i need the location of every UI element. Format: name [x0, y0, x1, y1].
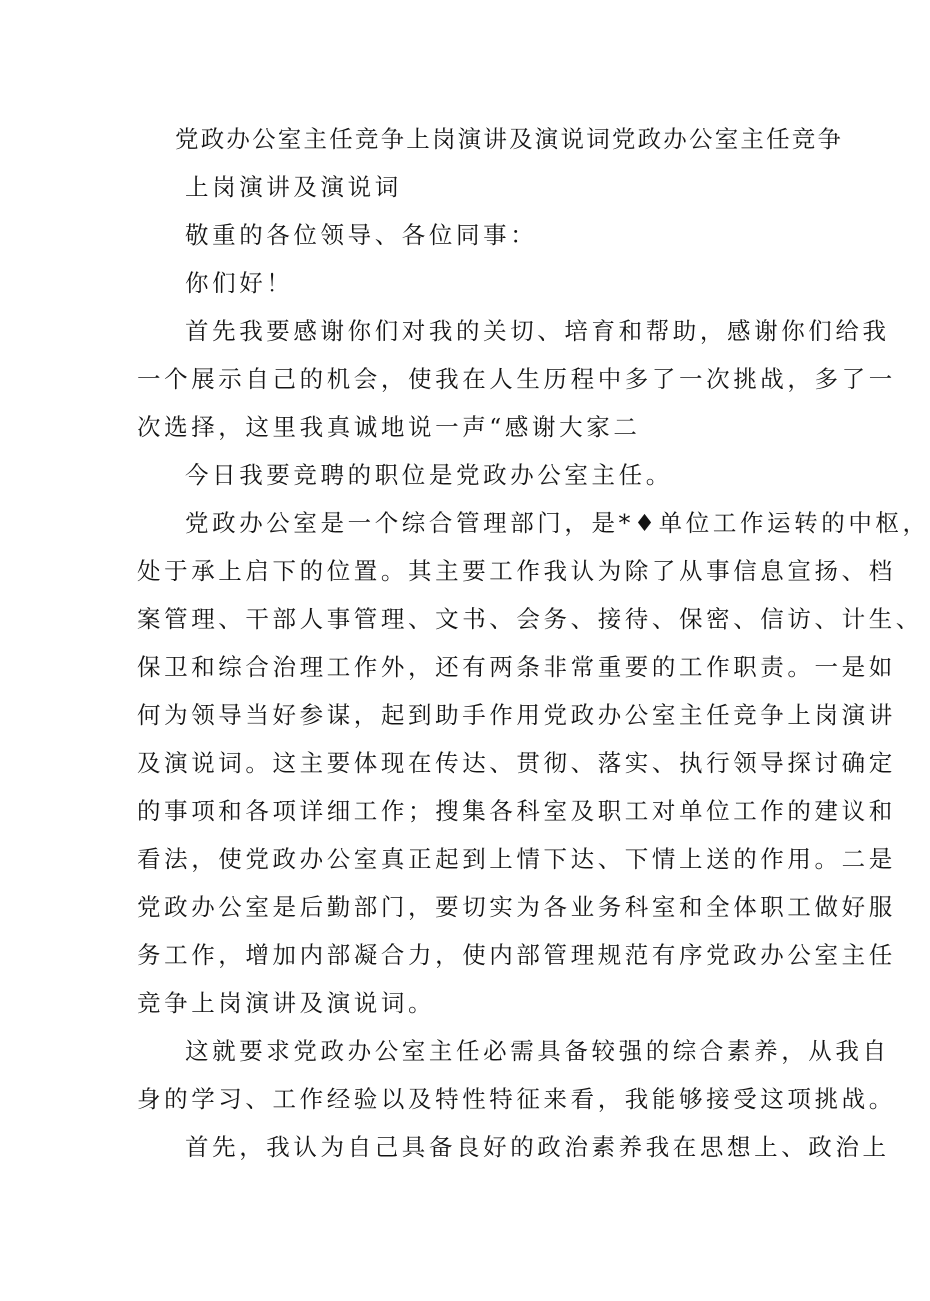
paragraph-line: 的事项和各项详细工作；搜集各科室及职工对单位工作的建议和 [137, 797, 896, 825]
paragraph-line: 首先我要感谢你们对我的关切、培育和帮助，感谢你们给我 [185, 317, 890, 345]
title-line-1: 党政办公室主任竞争上岗演讲及演说词党政办公室主任竞争 [175, 125, 844, 153]
paragraph-line: 今日我要竞聘的职位是党政办公室主任。 [185, 461, 673, 489]
paragraph-line: 何为领导当好参谋，起到助手作用党政办公室主任竞争上岗演讲 [137, 701, 896, 729]
paragraph-line: 这就要求党政办公室主任必需具备较强的综合素养，从我自 [185, 1037, 890, 1065]
document-body [137, 115, 930, 1171]
paragraph-office-duties [137, 499, 930, 1027]
paragraph-line: 保卫和综合治理工作外，还有两条非常重要的工作职责。一是如 [137, 653, 896, 681]
paragraph-line: 党政办公室是一个综合管理部门，是*♦单位工作运转的中枢， [185, 509, 930, 537]
paragraph-line: 竞争上岗演讲及演说词。 [137, 989, 436, 1017]
paragraph-political-quality [137, 1123, 890, 1171]
paragraph-line: 务工作，增加内部凝合力，使内部管理规范有序党政办公室主任 [137, 941, 896, 969]
paragraph-line: 首先，我认为自己具备良好的政治素养我在思想上、政治上 [185, 1133, 890, 1161]
paragraph-thanks [137, 307, 896, 451]
title-line-2: 上岗演讲及演说词 [185, 173, 402, 201]
paragraph-position [137, 451, 787, 499]
salutation: 敬重的各位领导、各位同事： [185, 221, 538, 249]
paragraph-qualification [137, 1027, 896, 1123]
paragraph-line: 看法，使党政办公室真正起到上情下达、下情上送的作用。二是 [137, 845, 896, 873]
greeting: 你们好！ [185, 269, 294, 297]
paragraph-line: 次选择，这里我真诚地说一声“感谢大家二 [137, 413, 641, 441]
paragraph-line: 及演说词。这主要体现在传达、贯彻、落实、执行领导探讨确定 [137, 749, 896, 777]
paragraph-line: 一个展示自己的机会，使我在人生历程中多了一次挑战，多了一 [137, 365, 896, 393]
paragraph-line: 党政办公室是后勤部门，要切实为各业务科室和全体职工做好服 [137, 893, 896, 921]
paragraph-line: 身的学习、工作经验以及特性特征来看，我能够接受这项挑战。 [137, 1085, 896, 1113]
paragraph-line: 案管理、干部人事管理、文书、会务、接待、保密、信访、计生、 [137, 605, 923, 633]
paragraph-line: 处于承上启下的位置。其主要工作我认为除了从事信息宣扬、档 [137, 557, 896, 585]
